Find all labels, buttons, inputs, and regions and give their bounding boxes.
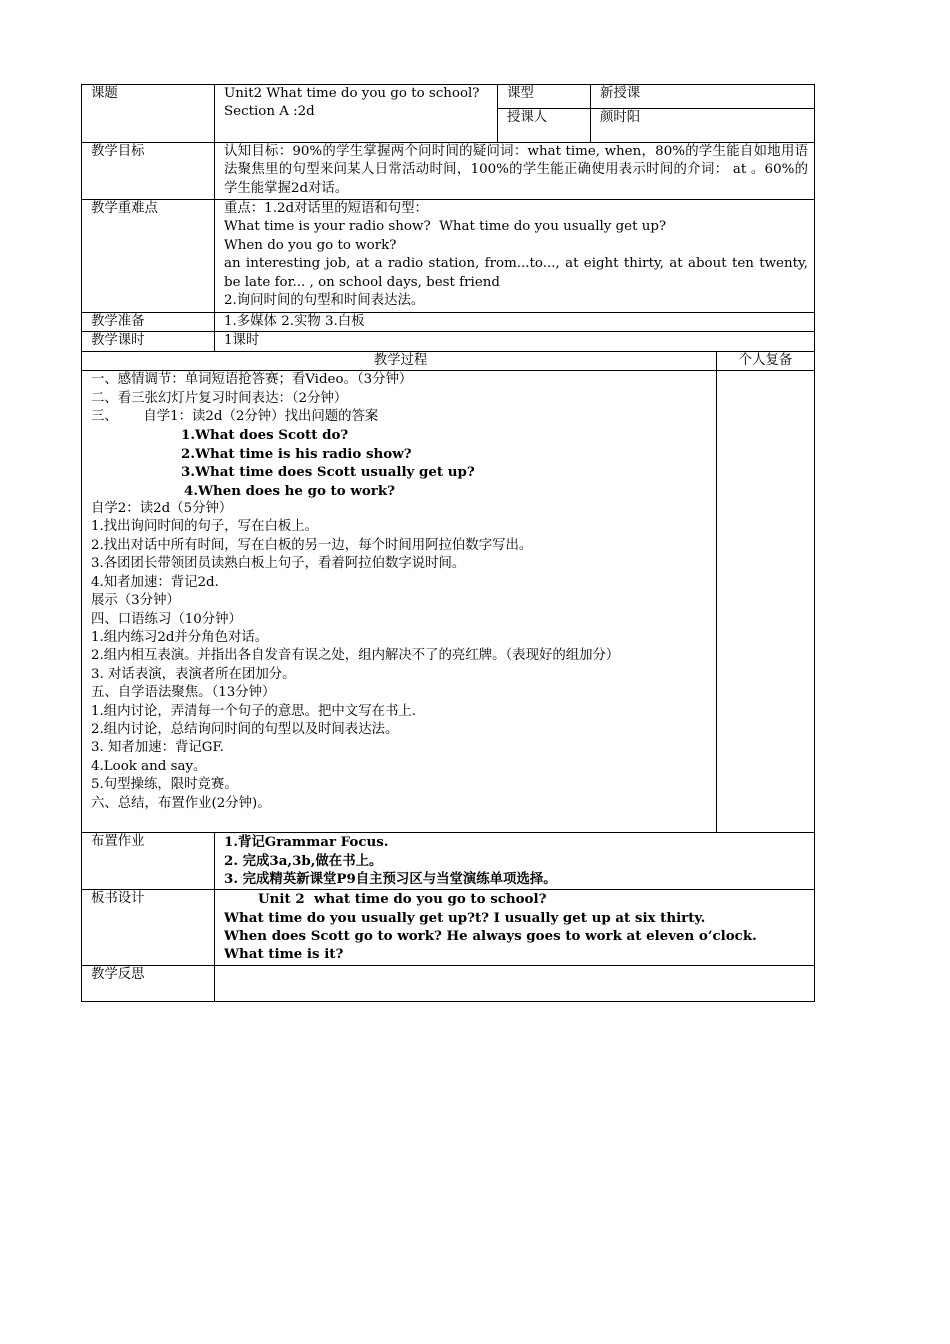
keypoints-line: What time is your radio show? What time do you usually get up? — [224, 219, 667, 235]
process-side-notes — [717, 371, 815, 833]
type-value: 新授课 — [591, 85, 815, 109]
process-line: 2.What time is his radio show? — [181, 445, 412, 462]
board-text — [215, 890, 815, 966]
homework-text — [215, 833, 815, 890]
process-line: 4.When does he go to work? — [184, 482, 395, 499]
goals-row — [82, 143, 815, 200]
process-header: 教学过程 — [82, 351, 717, 370]
topic-label: 课题 — [82, 85, 215, 143]
reflection-value — [215, 966, 815, 1002]
topic-value — [215, 85, 498, 143]
process-line: 展示（3分钟） — [91, 593, 180, 609]
process-line: 3. 对话表演，表演者所在团加分。 — [91, 666, 296, 682]
goals-text: 认知目标：90%的学生掌握两个问时间的疑问词：what time, when，80%的学生能自如地用语法聚焦里的句型来问某人日常活动时间，100%的学生能正确使用表示时间的介词： at 。60%的学生能掌握2d对话。 — [215, 143, 815, 200]
header-row-1 — [82, 85, 815, 109]
process-line: 二、看三张幻灯片复习时间表达：（2分钟） — [91, 390, 348, 406]
hours-row — [82, 332, 815, 351]
topic-line-2: Section A :2d — [224, 104, 315, 120]
prep-row — [82, 313, 815, 332]
homework-label: 布置作业 — [82, 833, 215, 890]
teacher-label: 授课人 — [498, 109, 591, 143]
process-line: 4.知者加速：背记2d. — [91, 574, 219, 590]
board-line: What time do you usually get up?t? I usually get up at six thirty. — [224, 909, 706, 926]
keypoints-row — [82, 200, 815, 313]
process-line: 5.句型操练，限时竞赛。 — [91, 777, 238, 793]
process-line: 一、感情调节：单词短语抢答赛；看Video。（3分钟） — [91, 372, 413, 388]
goals-label: 教学目标 — [82, 143, 215, 200]
process-line: 3.What time does Scott usually get up? — [181, 464, 475, 481]
keypoints-label: 教学重难点 — [82, 200, 215, 313]
process-line: 六、总结，布置作业(2分钟)。 — [91, 795, 271, 811]
process-header-row — [82, 351, 815, 370]
process-line: 4.Look and say。 — [91, 758, 207, 774]
process-line: 四、口语练习（10分钟） — [91, 611, 242, 627]
reflection-row — [82, 966, 815, 1002]
reflection-label: 教学反思 — [82, 966, 215, 1002]
process-line: 2.组内讨论，总结询问时间的句型以及时间表达法。 — [91, 721, 399, 737]
keypoints-line: 重点：1.2d对话里的短语和句型： — [224, 201, 428, 216]
board-line: Unit 2 what time do you go to school? — [258, 891, 547, 908]
process-body-row — [82, 371, 815, 833]
process-line: 3. 知者加速：背记GF. — [91, 740, 224, 756]
process-line: 三、 自学1：读2d（2分钟）找出问题的答案 — [91, 409, 379, 425]
process-line: 2.组内相互表演。并指出各自发音有误之处，组内解决不了的亮红牌。（表现好的组加分） — [91, 648, 620, 664]
type-label: 课型 — [498, 85, 591, 109]
homework-line: 2. 完成3a,3b,做在书上。 — [224, 852, 383, 869]
lesson-plan-table — [81, 84, 815, 1002]
keypoints-line: When do you go to work? — [224, 237, 397, 253]
keypoints-text — [215, 200, 815, 313]
homework-line: 3. 完成精英新课堂P9自主预习区与当堂演练单项选择。 — [224, 871, 557, 888]
process-line: 1.组内练习2d并分角色对话。 — [91, 629, 269, 645]
topic-line-1: Unit2 What time do you go to school? — [224, 86, 480, 101]
board-label: 板书设计 — [82, 890, 215, 966]
board-row — [82, 890, 815, 966]
hours-value: 1课时 — [215, 332, 815, 351]
process-body — [82, 371, 717, 833]
homework-row — [82, 833, 815, 890]
process-line: 1.找出询问时间的句子，写在白板上。 — [91, 519, 319, 535]
process-line: 自学2：读2d（5分钟） — [91, 501, 233, 517]
keypoints-line: an interesting job, at a radio station, from...to..., at eight thirty, at about ten twenty, be late for... , on school days, best friend — [224, 256, 813, 290]
board-line: What time is it? — [224, 946, 344, 963]
process-line: 五、自学语法聚焦。（13分钟） — [91, 685, 276, 701]
homework-line: 1.背记Grammar Focus. — [224, 834, 389, 851]
prep-label: 教学准备 — [82, 313, 215, 332]
keypoints-line: 2.询问时间的句型和时间表达法。 — [224, 293, 425, 309]
process-side-header: 个人复备 — [717, 351, 815, 370]
process-line: 2.找出对话中所有时间，写在白板的另一边，每个时间用阿拉伯数字写出。 — [91, 537, 533, 553]
process-line: 1.What does Scott do? — [181, 427, 349, 444]
hours-label: 教学课时 — [82, 332, 215, 351]
teacher-value: 颜时阳 — [591, 109, 815, 143]
process-line: 3.各团团长带领团员读熟白板上句子，看着阿拉伯数字说时间。 — [91, 556, 466, 572]
lesson-plan-document — [81, 84, 814, 1002]
board-line: When does Scott go to work? He always goes to work at eleven o’clock. — [224, 928, 757, 945]
process-line: 1.组内讨论，弄清每一个句子的意思。把中文写在书上. — [91, 703, 417, 719]
prep-value: 1.多媒体 2.实物 3.白板 — [215, 313, 815, 332]
